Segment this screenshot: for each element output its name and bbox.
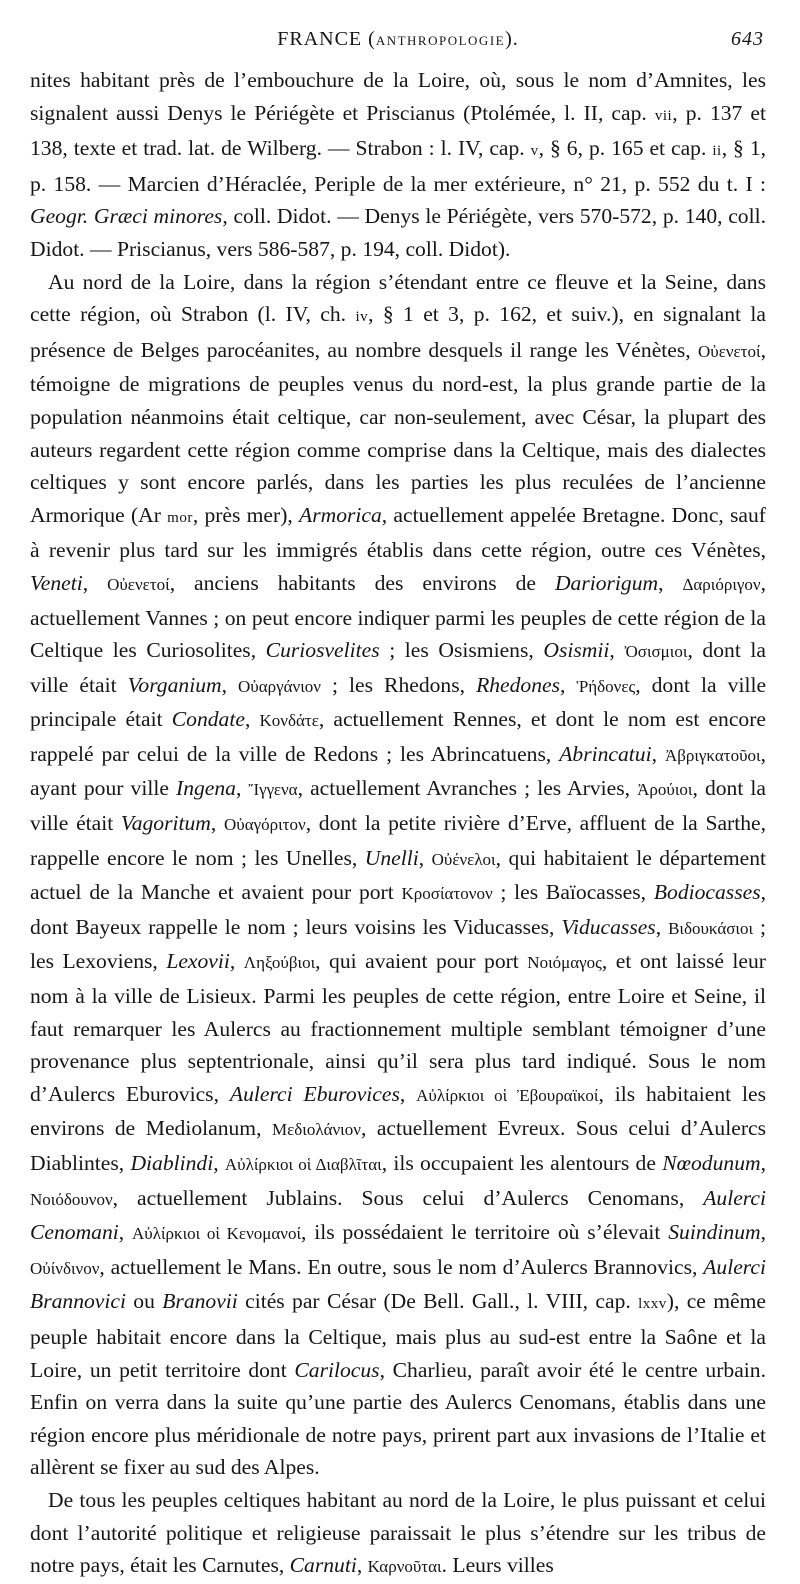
text-run: , actuellement le Mans. En outre, sous le nom d’Aulercs Brannovics, — [99, 1254, 704, 1279]
small-caps-text: lxxv — [638, 1296, 667, 1313]
text-run: , — [399, 1081, 417, 1106]
greek-term: Ληξούβιοι — [243, 953, 316, 973]
text-run: , ils occupaient les alentours de — [381, 1151, 663, 1175]
text-run: ), ce même peuple habitait encore dans la Celtique, mais plus au sud-est entre la Saône et la Loire, un petit territoire dont — [30, 1289, 766, 1382]
italic-term: Aulerci Cenomani — [30, 1185, 766, 1245]
paragraph — [30, 266, 766, 1484]
greek-term: Ῥήδονες — [576, 676, 636, 696]
greek-term: Ἀρούιοι — [637, 780, 693, 800]
paragraph — [30, 1484, 766, 1584]
italic-term: Condate — [171, 707, 245, 732]
italic-term: Nœodunum — [662, 1151, 761, 1175]
text-run: , anciens habitants des environs de — [169, 570, 555, 595]
page-number: 643 — [731, 28, 764, 50]
text-run: nites habitant près de l’embouchure de la Loire, où, sous le nom d’Amnites, les signalent aussi Denys le Périégète et Priscianus (Ptolémée, l. II, cap. — [30, 68, 766, 125]
text-run: , — [356, 1553, 368, 1578]
text-run: , — [658, 570, 683, 595]
text-run: ; les Baïocasses, — [492, 880, 654, 905]
greek-term: Αὐλίρκιοι οἱ Κενομανοί — [132, 1224, 302, 1244]
text-run: , actuellement Vannes ; on peut encore indiquer parmi les peuples de cette région de la Celtique les Curiosolites, — [30, 570, 767, 663]
text-run: , — [229, 949, 244, 974]
text-run: , — [82, 570, 108, 595]
text-run: , — [760, 1220, 767, 1245]
text-run: De tous les peuples celtiques habitant au nord de la Loire, le plus puissant et celui dont l’autorité politique et religieuse paraissait le plus s’étendre sur les tribus de notre pays, était les Carnutes, — [30, 1487, 766, 1578]
italic-term: Ingena — [176, 776, 236, 801]
text-run: , actuellement Avranches ; les Arvies, — [297, 776, 638, 801]
text-run: , dont la ville principale était — [30, 672, 767, 732]
italic-term: Bodiocasses — [653, 880, 761, 905]
title-main: FRANCE ( — [277, 28, 376, 50]
text-run: , — [760, 1151, 766, 1175]
text-run: cités par César (De Bell. Gall., l. VIII, cap. — [237, 1289, 639, 1314]
text-run: , ayant pour ville — [30, 741, 766, 801]
italic-term: Viducasses — [561, 914, 656, 939]
text-run: Au nord de la Loire, dans la région s’étendant entre ce fleuve et la Seine, dans cette région, où Strabon (l. IV, ch. — [30, 269, 766, 327]
greek-term: Μεδιολάνιον — [272, 1120, 361, 1140]
italic-term: Aulerci Brannovici — [30, 1254, 766, 1314]
small-caps-text: v — [530, 143, 539, 160]
text-run: , actuellement Rennes, et dont le nom est encore rappelé par celui de la ville de Redons ; les Abrincatuens, — [30, 707, 767, 766]
title-end: ). — [505, 28, 519, 50]
text-run: ou — [125, 1289, 163, 1314]
italic-term: Unelli — [364, 845, 419, 870]
text-run: , ils possédaient le territoire où s’élevait — [301, 1220, 669, 1245]
running-head — [30, 26, 766, 58]
small-caps-text: vii — [654, 107, 673, 124]
text-run: , — [221, 672, 239, 697]
italic-term: Carnuti — [289, 1553, 357, 1578]
greek-term: Οὐαγόριτον — [224, 815, 306, 835]
text-run: , dont la ville était — [30, 638, 766, 697]
text-run: , — [655, 914, 669, 939]
greek-term: Αὐλίρκιοι οἱ Διαβλῖται — [224, 1155, 382, 1174]
body-text — [30, 64, 766, 1584]
text-run: , actuellement Jublains. Sous celui d’Aulercs Cenomans, — [112, 1185, 704, 1210]
italic-term: Vagoritum — [120, 811, 211, 836]
greek-term: Οὐενετοί — [698, 341, 761, 361]
greek-term: Αὐλίρκιοι οἱ Ἐβουραϊκοί — [416, 1085, 599, 1105]
greek-term: Δαριόριγον — [682, 574, 761, 594]
text-run: , et ont laissé leur nom à la ville de Lisieux. Parmi les peuples de cette région, entre Loire et Seine, il faut remarquer les Aulercs au fractionnement multiple semblant témoigner d’une provenance plus septentrionale, ainsi qu’il sera plus tard indiqué. Sous le nom d’Aulercs Eburovics, — [30, 949, 766, 1106]
text-run: , dont la ville était — [30, 776, 767, 836]
italic-term: Carilocus — [294, 1357, 380, 1382]
page-title — [30, 28, 766, 51]
greek-term: Κροσίατονον — [401, 884, 493, 904]
text-run: , près mer), — [192, 502, 300, 527]
italic-term: Veneti — [30, 570, 83, 595]
title-subject: ANTHROPOLOGIE — [375, 33, 506, 48]
text-run: , — [235, 776, 249, 801]
small-caps-text: iv — [355, 309, 369, 326]
small-caps-text: mor — [167, 509, 193, 526]
text-run: , qui habitaient le département actuel de la Manche et avaient pour port — [30, 845, 767, 905]
text-run: ; les Rhedons, — [320, 672, 477, 697]
italic-term: Geogr. Græci minores — [30, 204, 223, 229]
text-run: , qui avaient pour port — [315, 949, 528, 974]
greek-term: Οὐενετοί — [107, 574, 170, 594]
italic-term: Branovii — [162, 1289, 238, 1314]
text-run: , — [210, 811, 224, 836]
text-run: , — [118, 1220, 133, 1245]
text-run: , § 6, p. 165 et cap. — [538, 136, 713, 161]
italic-term: Dariorigum — [554, 570, 659, 595]
text-run: , — [213, 1151, 225, 1175]
italic-term: Diablindi — [130, 1151, 214, 1175]
text-run: , p. 137 et 138, texte et trad. lat. de Wilberg. — Strabon : l. IV, cap. — [30, 100, 767, 161]
text-run: , Charlieu, paraît avoir été le centre urbain. Enfin on verra dans la suite qu’une partie des Aulercs Cenomans, établis dans une région encore plus méridionale de notre pays, prirent part aux invasions de l’Italie et allèrent se fixer au sud des Alpes. — [30, 1357, 766, 1480]
small-caps-text: ii — [712, 143, 722, 160]
italic-term: Rhedones — [476, 672, 561, 697]
greek-term: Νοιόμαγος — [527, 953, 602, 973]
text-run: , témoigne de migrations de peuples venus du nord-est, la plus grande partie de la population néanmoins était celtique, car non-seulement, avec César, la plupart des auteurs regardent cette région comme comprise dans la Celtique, mais des dialectes celtiques y sont encore parlés, dans les parties les plus reculées de l’ancienne Armorique (Ar — [30, 337, 766, 527]
text-run: , — [244, 707, 260, 732]
greek-term: Οὐαργάνιον — [238, 676, 321, 696]
text-run: , — [418, 845, 432, 870]
text-run: ; les Lexoviens, — [30, 914, 767, 974]
italic-term: Abrincatui — [559, 741, 652, 766]
text-run: , dont la petite rivière d’Erve, affluent de la Sarthe, rappelle encore le nom ; les Unelles, — [30, 811, 767, 870]
italic-term: Vorganium — [127, 672, 222, 697]
greek-term: Ὀσισμιοι — [624, 642, 688, 662]
italic-term: Suindinum — [668, 1220, 761, 1245]
text-run: , — [651, 741, 665, 766]
text-run: , § 1 et 3, p. 162, et suiv.), en signalant la présence de Belges parocéanites, au nombre desquels il range les Vénètes, — [30, 302, 766, 362]
italic-term: Lexovii — [166, 949, 230, 974]
text-run: , — [560, 672, 577, 697]
text-run: , actuellement appelée Bretagne. Donc, sauf à revenir plus tard sur les immigrés établis dans cette région, outre ces Vénètes, — [30, 502, 766, 563]
greek-term: Νοιόδουνον — [30, 1189, 113, 1209]
text-run: , dont Bayeux rappelle le nom ; leurs voisins les Viducasses, — [30, 880, 767, 939]
greek-term: Ἴγγενα — [248, 780, 298, 800]
text-run: ; les Osismiens, — [379, 638, 544, 663]
text-run: , actuellement Evreux. Sous celui d’Aulercs Diablintes, — [30, 1116, 766, 1175]
italic-term: Aulerci Eburovices — [229, 1081, 400, 1106]
text-run: . Leurs villes — [441, 1553, 554, 1578]
text-run: , § 1, p. 158. — Marcien d’Héraclée, Periple de la mer extérieure, n° 21, p. 552 du t. I : — [30, 136, 767, 196]
paragraph — [30, 64, 766, 266]
text-run: , ils habitaient les environs de Mediolanum, — [30, 1081, 767, 1141]
greek-term: Βιδουκάσιοι — [668, 918, 754, 938]
text-run: , — [609, 638, 625, 663]
greek-term: Κονδάτε — [259, 711, 319, 731]
greek-term: Οὐένελοι — [431, 849, 496, 869]
italic-term: Armorica — [299, 502, 382, 527]
italic-term: Osismii — [543, 638, 610, 663]
text-run: , coll. Didot. — Denys le Périégète, vers 570-572, p. 140, coll. Didot. — Priscianus, vers 586-587, p. 194, coll. Didot). — [30, 204, 766, 261]
italic-term: Curiosvelites — [265, 638, 380, 663]
greek-term: Καρνοῦται — [367, 1557, 442, 1577]
greek-term: Ἀβριγκατοῦοι — [664, 745, 761, 765]
greek-term: Οὐίνδινον — [30, 1258, 100, 1278]
